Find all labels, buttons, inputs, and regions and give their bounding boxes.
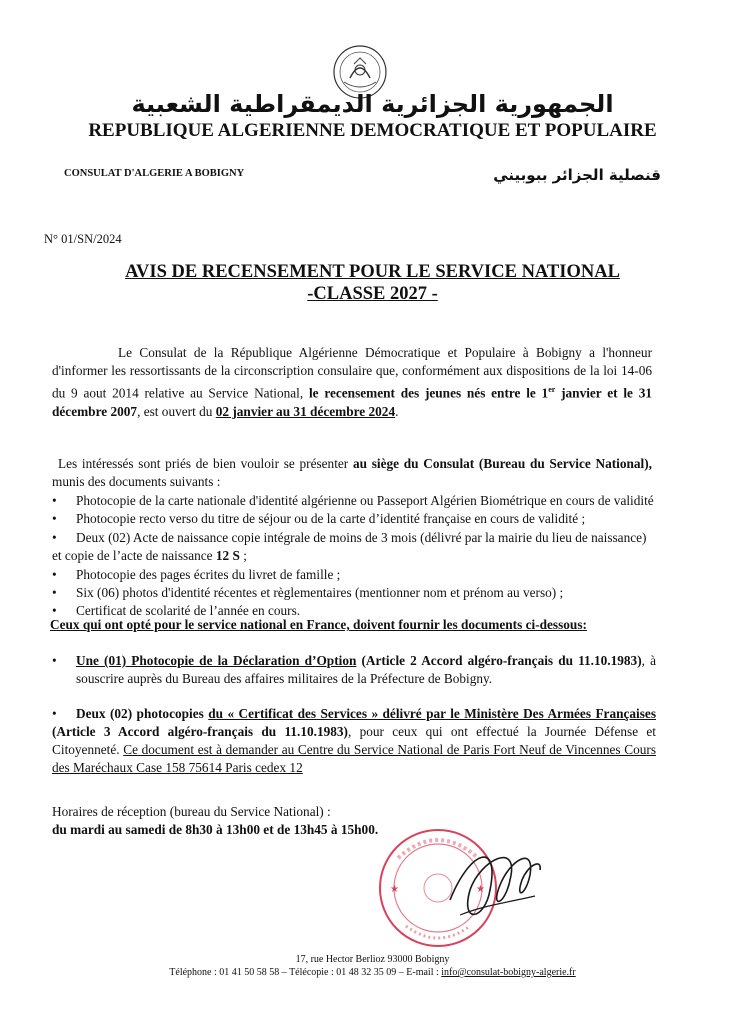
intro-dot: . [395,403,399,419]
request-location: au siège du Consulat (Bureau du Service National), [352,456,653,471]
document-text: Photocopie des pages écrites du livret de famille ; [76,566,341,582]
intro-dates-start: le recensement des jeunes nés entre le 1 [308,385,549,401]
list-item [52,584,657,602]
intro-dates-end: janvier et le 31 décembre 2007 [52,385,652,419]
option-item-2 [52,705,656,777]
bullet-icon: • [52,511,57,527]
option-item-2-certificate: du « Certificat des Services » délivré par le Ministère Des Armées Françaises [208,706,657,721]
document-text: Photocopie de la carte nationale d'identité algérienne ou Passeport Algérien Biométrique en cours de validité [76,493,654,508]
documents-list [52,492,657,621]
hours-value: du mardi au samedi de 8h30 à 13h00 et de 13h45 à 15h00. [52,822,379,837]
list-item [52,510,657,528]
bullet-icon: • [52,653,57,668]
document-end: ; [239,548,247,564]
notice-title-line2: -CLASSE 2027 - [307,284,438,304]
document-bold: 12 S [215,548,240,564]
option-heading: Ceux qui ont opté pour le service national en France, doivent fournir les documents ci-dessous: [50,617,587,632]
request-paragraph [52,455,652,492]
option-item-2-text: , pour ceux qui ont effectué la Journée Défense et Citoyenneté. [52,724,656,757]
signature-icon [430,830,550,940]
bullet-icon: • [52,706,57,721]
request-end: munis des documents suivants : [52,474,221,490]
hours-label: Horaires de réception (bureau du Service National) : [52,804,331,819]
request-text: Les intéressés sont priés de bien vouloir se présenter [58,456,353,471]
consulate-name-ar: قنصلية الجزائر ببوبيني [493,166,661,184]
bullet-icon: • [52,585,57,601]
bullet-icon: • [52,566,57,582]
option-item-1-title: Une (01) Photocopie de la Déclaration d’Option [76,653,357,668]
list-item [52,492,657,510]
bullet-icon: • [52,493,57,508]
arabic-republic-title: الجمهورية الجزائرية الديمقراطية الشعبية [131,90,614,118]
notice-title [0,261,745,305]
option-item-2-article: (Article 3 Accord algéro-français du 11.10.1983) [52,724,348,739]
footer-contact-text: Téléphone : 01 41 50 58 58 – Télécopie : 01 48 32 35 09 – E-mail : [169,967,442,978]
email-link[interactable]: info@consulat-bobigny-algerie.fr [441,967,576,978]
intro-sup: er [548,384,556,394]
option-item-2-address: Ce document est à demander au Centre du Service National de Paris Fort Neuf de Vincennes Cours des Maréchaux Case 158 75614 Paris cedex 12 [52,742,656,775]
svg-text:★: ★ [390,884,399,895]
document-text: Certificat de scolarité de l’année en cours. [76,603,301,619]
footer-address: 17, rue Hector Berlioz 93000 Bobigny [295,954,450,965]
document-text: Photocopie recto verso du titre de séjour ou de la carte d’identité française en cours de validité ; [76,511,586,527]
list-item [52,566,657,584]
option-item-1 [52,652,656,688]
option-item-2-title: Deux (02) photocopies [76,706,209,721]
intro-paragraph [52,344,652,421]
option-item-1-article: (Article 2 Accord algéro-français du 11.10.1983) [356,653,642,668]
consulate-name-fr: CONSULAT D'ALGERIE A BOBIGNY [64,168,245,179]
bullet-icon: • [52,603,57,619]
list-item [52,529,657,566]
footer-contact [0,967,745,978]
intro-text: Le Consulat de la République Algérienne Démocratique et Populaire à Bobigny a l'honneur d'informer les ressortissants de la circonscription consulaire que, conformément aux dispositions de la loi 14-06 du 9 aout 2014 relative au Service National, [52,345,652,401]
bullet-icon: • [52,529,57,545]
option-item-1-text: , à souscrire auprès du Bureau des affaires militaires de la Préfecture de Bobigny. [76,653,656,686]
intro-period: 02 janvier au 31 décembre 2024 [215,403,396,419]
document-text: Six (06) photos d'identité récentes et règlementaires (mentionner nom et prénom au verso) ; [76,585,564,601]
svg-text:★: ★ [476,884,485,895]
reception-hours [52,803,378,839]
intro-open-text: , est ouvert du [137,403,216,419]
french-republic-title: REPUBLIQUE ALGERIENNE DEMOCRATIQUE ET POPULAIRE [88,120,657,141]
reference-number: N° 01/SN/2024 [44,232,122,246]
document-text: Deux (02) Acte de naissance copie intégrale de moins de 3 mois (délivré par la mairie du lieu de naissance) et copie de l’acte de naissance [52,529,647,564]
notice-title-line1: AVIS DE RECENSEMENT POUR LE SERVICE NATIONAL [125,262,620,282]
